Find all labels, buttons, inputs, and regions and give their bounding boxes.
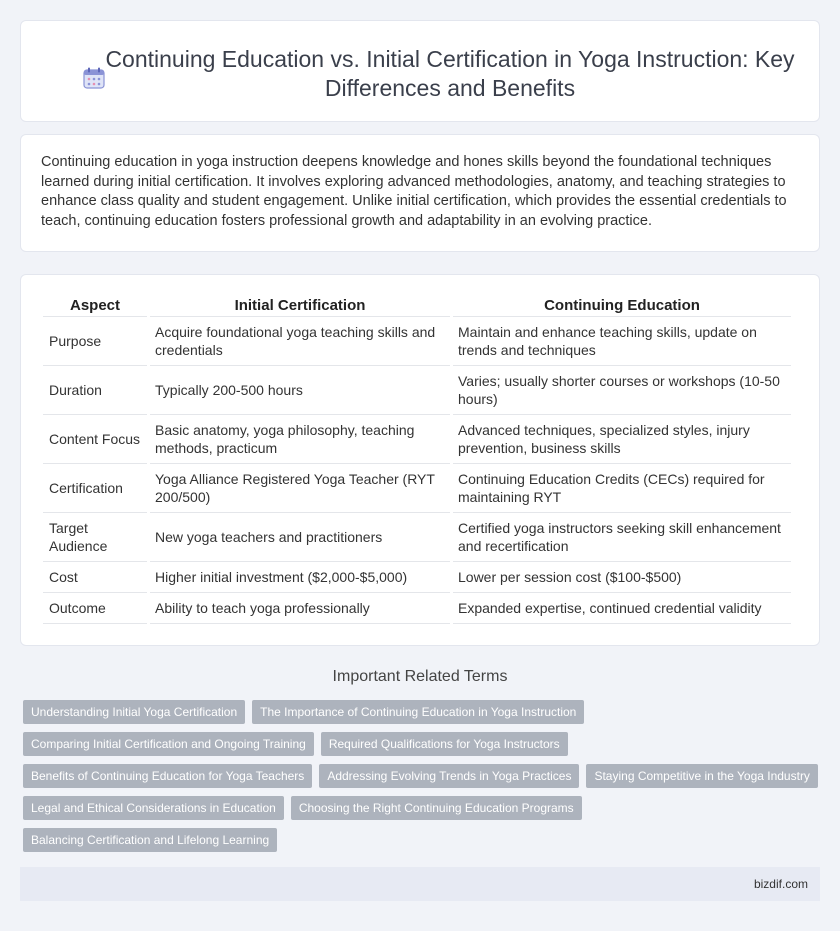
table-cell: Cost: [43, 562, 147, 593]
table-row: [43, 513, 791, 562]
related-term-tag[interactable]: Legal and Ethical Considerations in Education: [23, 796, 284, 820]
intro-paragraph: Continuing education in yoga instruction deepens knowledge and hones skills beyond the foundational techniques learned during initial certification. It involves exploring advanced methodologies, anatomy, and teaching strategies to enhance class quality and student engagement. Unlike initial certification, which provides the essential credentials to teach, continuing education fosters professional growth and adaptability in an evolving practice.: [41, 154, 787, 229]
related-term-tag[interactable]: Benefits of Continuing Education for Yoga Teachers: [23, 764, 312, 788]
table-cell: Advanced techniques, specialized styles, injury prevention, business skills: [453, 415, 791, 464]
table-row: [43, 317, 791, 366]
table-cell: Typically 200-500 hours: [150, 366, 450, 415]
related-term-tag[interactable]: Staying Competitive in the Yoga Industry: [586, 764, 817, 788]
related-terms-tags: [23, 700, 823, 860]
related-term-tag[interactable]: Comparing Initial Certification and Ongoing Training: [23, 732, 314, 756]
header-card: [20, 20, 820, 122]
table-cell: Ability to teach yoga professionally: [150, 593, 450, 624]
table-row: [43, 415, 791, 464]
related-term-tag[interactable]: Understanding Initial Yoga Certification: [23, 700, 245, 724]
table-cell: Expanded expertise, continued credential validity: [453, 593, 791, 624]
table-cell: Outcome: [43, 593, 147, 624]
table-cell: Basic anatomy, yoga philosophy, teaching methods, practicum: [150, 415, 450, 464]
related-term-tag[interactable]: Required Qualifications for Yoga Instructors: [321, 732, 568, 756]
table-row: [43, 464, 791, 513]
table-cell: Certification: [43, 464, 147, 513]
table-cell: Maintain and enhance teaching skills, update on trends and techniques: [453, 317, 791, 366]
column-header-initial-certification: Initial Certification: [150, 293, 450, 317]
table-cell: Higher initial investment ($2,000-$5,000): [150, 562, 450, 593]
related-term-tag[interactable]: Addressing Evolving Trends in Yoga Practices: [319, 764, 579, 788]
table-cell: Certified yoga instructors seeking skill enhancement and recertification: [453, 513, 791, 562]
related-term-tag[interactable]: Balancing Certification and Lifelong Learning: [23, 828, 277, 852]
table-cell: New yoga teachers and practitioners: [150, 513, 450, 562]
site-name: bizdif.com: [753, 877, 808, 891]
table-cell: Target Audience: [43, 513, 147, 562]
related-term-tag[interactable]: Choosing the Right Continuing Education Programs: [291, 796, 582, 820]
column-header-continuing-education: Continuing Education: [453, 293, 791, 317]
table-cell: Lower per session cost ($100-$500): [453, 562, 791, 593]
table-cell: Duration: [43, 366, 147, 415]
comparison-table-card: [20, 274, 820, 646]
footer: [20, 867, 820, 901]
table-cell: Continuing Education Credits (CECs) required for maintaining RYT: [453, 464, 791, 513]
table-cell: Purpose: [43, 317, 147, 366]
page-title: Continuing Education vs. Initial Certification in Yoga Instruction: Key Differences and Benefits: [105, 46, 795, 101]
table-row: [43, 593, 791, 624]
table-header-row: [43, 293, 791, 317]
table-row: [43, 366, 791, 415]
table-cell: Yoga Alliance Registered Yoga Teacher (RYT 200/500): [150, 464, 450, 513]
related-term-tag[interactable]: The Importance of Continuing Education in Yoga Instruction: [252, 700, 584, 724]
column-header-aspect: Aspect: [43, 293, 147, 317]
table-cell: Varies; usually shorter courses or workshops (10-50 hours): [453, 366, 791, 415]
table-cell: Content Focus: [43, 415, 147, 464]
related-terms-heading: Important Related Terms: [332, 668, 508, 685]
intro-card: [20, 134, 820, 252]
table-row: [43, 562, 791, 593]
table-cell: Acquire foundational yoga teaching skills and credentials: [150, 317, 450, 366]
comparison-table: [40, 293, 794, 624]
